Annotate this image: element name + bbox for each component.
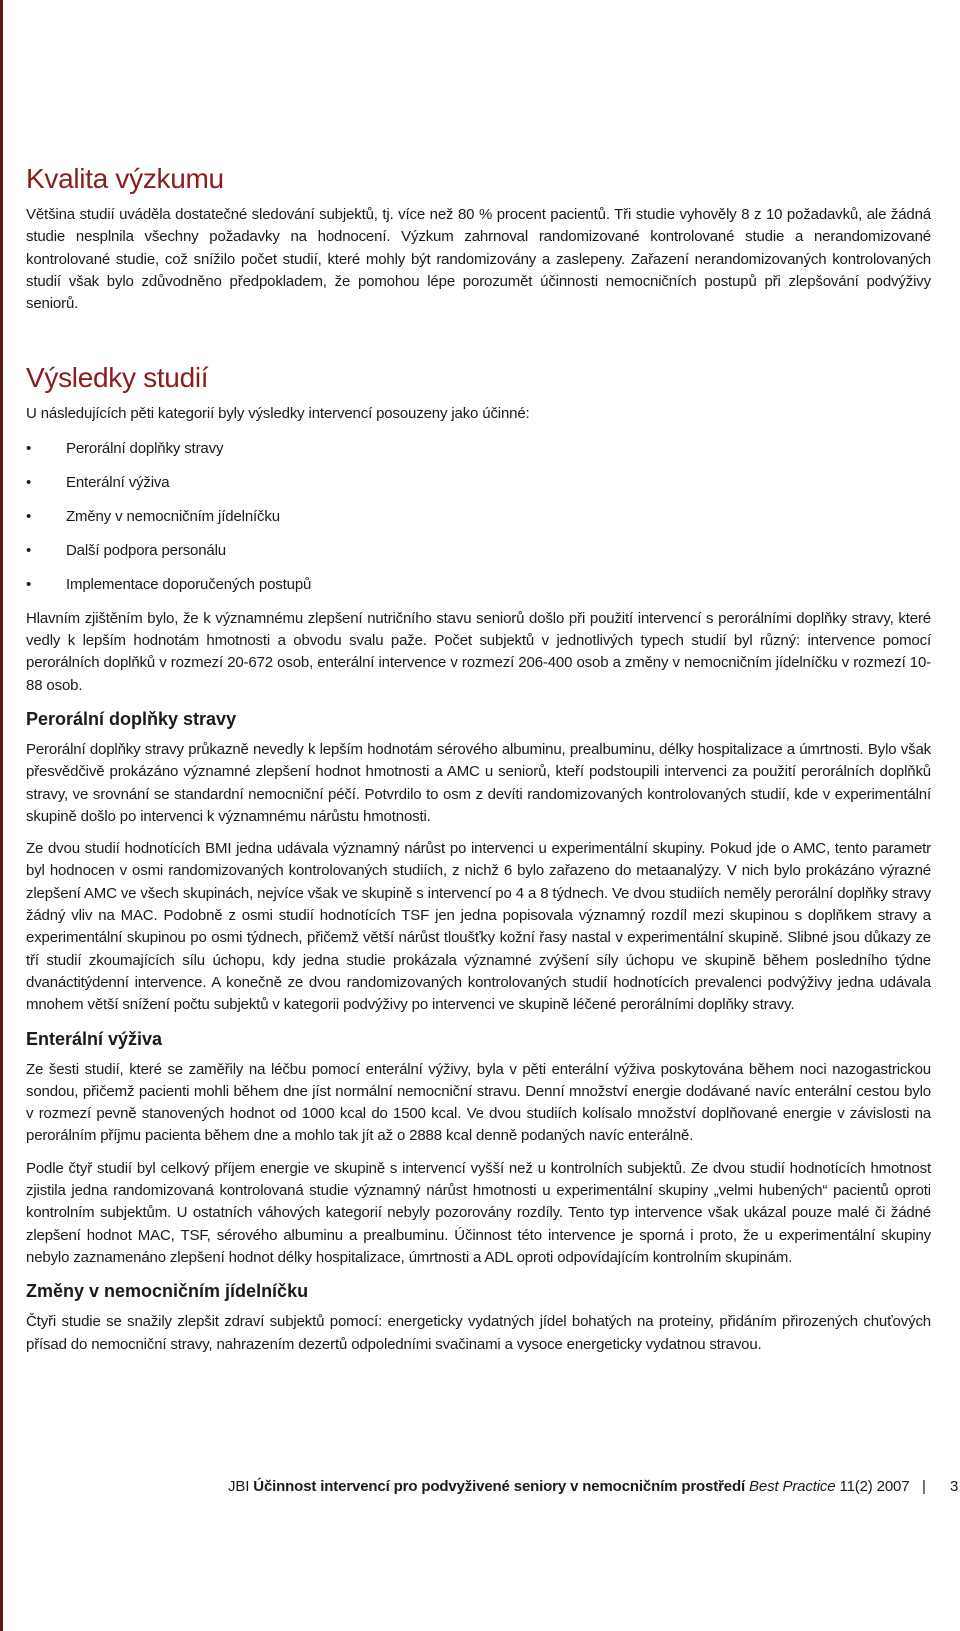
enteral-paragraph-1: Ze šesti studií, které se zaměřily na léčbu pomocí enterální výživy, byla v pěti enterální výživa poskytována během noci nazogastrickou sondou, přičemž pacienti mohli během dne jíst normální nemocniční stravu. Denní množství energie dodávané navíc enterální cestou bylo v rozmezí pevně stanovených hodnot od 1000 kcal do 1500 kcal. Ve dvou studiích kolísalo množství doplňované energie v závislosti na perorálním příjmu pacienta během dne a mohlo tak jít až o 2888 kcal denně podaných navíc enterálně. [26, 1060, 931, 1145]
page-number: 3 [950, 1478, 959, 1495]
left-margin-rule [0, 0, 3, 1631]
footer-separator: | [922, 1478, 926, 1495]
bullet-icon: • [26, 439, 32, 457]
document-page [26, 162, 931, 1366]
footer-title: Účinnost intervencí pro podvyživené seniory v nemocničním prostředí [253, 1478, 746, 1495]
page-footer [0, 1475, 960, 1499]
bullet-icon: • [26, 575, 32, 593]
section-title-quality: Kvalita výzkumu [26, 163, 224, 194]
section-spacer [26, 325, 931, 361]
list-item [26, 574, 931, 596]
menu-paragraph-1: Čtyři studie se snažily zlepšit zdraví subjektů pomocí: energeticky vydatných jídel bohatých na proteiny, přidáním přirozených chuťových přísad do nemocniční stravy, nahrazením dezertů odpoledními svačinami a vysoce energeticky vydatnou stravou. [26, 1313, 931, 1353]
oral-paragraph-1: Perorální doplňky stravy průkazně nevedly k lepším hodnotám sérového albuminu, prealbuminu, délky hospitalizace a úmrtnosti. Bylo však přesvědčivě prokázáno významné zlepšení hodnot hmotnosti a AMC u seniorů, kteří podstoupili intervenci za použití perorálních doplňků stravy, ve srovnání se standardní nemocniční péčí. Potvrdilo to osm z devíti randomizovaných kontrolovaných studií, kde v experimentální skupině došlo po intervenci k významnému nárůstu hmotnosti. [26, 740, 931, 825]
list-item [26, 540, 931, 562]
footer-journal: Best Practice [749, 1478, 836, 1495]
quality-paragraph: Většina studií uváděla dostatečné sledování subjektů, tj. více než 80 % procent pacientů. Tři studie vyhověly 8 z 10 požadavků, ale žádná studie nesplnila všechny požadavky na hodnocení. Výzkum zahrnoval randomizované kontrolované studie a nerandomizované kontrolované studie, což snížilo počet studií, které mohly být randomizovány a zaslepeny. Zařazení nerandomizovaných kontrolovaných studií však bylo zdůvodněno předpokladem, že pomohou lépe porozumět účinnosti nemocničních postupů při zlepšování podvýživy seniorů. [26, 206, 931, 313]
subsection-title-menu: Změny v nemocničním jídelníčku [26, 1281, 309, 1302]
results-intro: U následujících pěti kategorií byly výsledky intervencí posouzeny jako účinné: [26, 405, 530, 423]
bullet-icon: • [26, 473, 32, 491]
bullet-icon: • [26, 541, 32, 559]
list-item-label: Perorální doplňky stravy [66, 439, 224, 457]
oral-paragraph-2: Ze dvou studií hodnotících BMI jedna udávala významný nárůst po intervenci u experimentální skupiny. Pokud jde o AMC, tento parametr byl hodnocen v osmi randomizovaných kontrolovaných studiích, z nichž 6 bylo zařazeno do metaanalýzy. V nich bylo prokázáno výrazné zlepšení AMC ve všech skupinách, nejvíce však ve skupině s intervencí po 4 a 8 týdnech. Ve dvou studiích neměly perorální doplňky stravy žádný vliv na MAC. Podobně z osmi studií hodnotících TSF jen jedna popisovala významný rozdíl mezi skupinou s doplňkem stravy a experimentální skupinou po osmi týdnech, přičemž větší nárůst tloušťky kožní řasy nastal v experimentální skupině. Slibné jsou důkazy ze tří studií zkoumajících sílu úchopu, kdy jedna studie prokázala významné zvýšení síly úchopu ve skupině během posledního týdne dvanáctitýdenní intervence. A konečně ze dvou randomizovaných kontrolovaných studií hodnotících prevalenci podvýživy jedna udávala mnohem větší snížení počtu subjektů v kategorii podvýživy po intervenci ve skupině léčené perorálními doplňky stravy. [26, 840, 931, 1014]
footer-citation [228, 1475, 909, 1499]
results-category-list [26, 438, 931, 596]
bullet-icon: • [26, 507, 32, 525]
enteral-paragraph-2: Podle čtyř studií byl celkový příjem energie ve skupině s intervencí vyšší než u kontrolních subjektů. Ze dvou studií hodnotících hmotnost zjistila jedna randomizovaná kontrolovaná studie významný nárůst hmotnosti u experimentální skupiny „velmi hubených“ pacientů oproti kontrolním subjektům. U ostatních váhových kategorií nebyly pozorovány rozdíly. Tento typ intervence však ukázal pouze malé či žádné zlepšení hodnot MAC, TSF, sérového albuminu a prealbuminu. Účinnost této intervence je sporná i proto, že u experimentální skupiny nebylo zaznamenáno zlepšení hodnot délky hospitalizace, úmrtnosti a ADL oproti odpovídajícím kontrolním skupinám. [26, 1159, 931, 1266]
list-item-label: Změny v nemocničním jídelníčku [66, 507, 280, 525]
list-item [26, 472, 931, 494]
footer-org: JBI [228, 1478, 250, 1495]
footer-issue: 11(2) 2007 [839, 1478, 910, 1495]
section-title-results: Výsledky studií [26, 362, 209, 394]
list-item [26, 438, 931, 460]
subsection-title-enteral: Enterální výživa [26, 1028, 163, 1049]
list-item-label: Implementace doporučených postupů [66, 575, 312, 593]
subsection-title-oral: Perorální doplňky stravy [26, 708, 237, 729]
list-item-label: Další podpora personálu [66, 541, 226, 559]
list-item-label: Enterální výživa [66, 473, 170, 491]
list-item [26, 506, 931, 528]
results-summary: Hlavním zjištěním bylo, že k významnému zlepšení nutričního stavu seniorů došlo při použití intervencí s perorálními doplňky stravy, které vedly k lepším hodnotám hmotnosti a obvodu svalu paže. Počet subjektů v jednotlivých typech studií byl různý: intervence pomocí perorálních doplňků v rozmezí 20-672 osob, enterální intervence v rozmezí 206-400 osob a změny v nemocničním jídelníčku v rozmezí 10-88 osob. [26, 609, 931, 694]
